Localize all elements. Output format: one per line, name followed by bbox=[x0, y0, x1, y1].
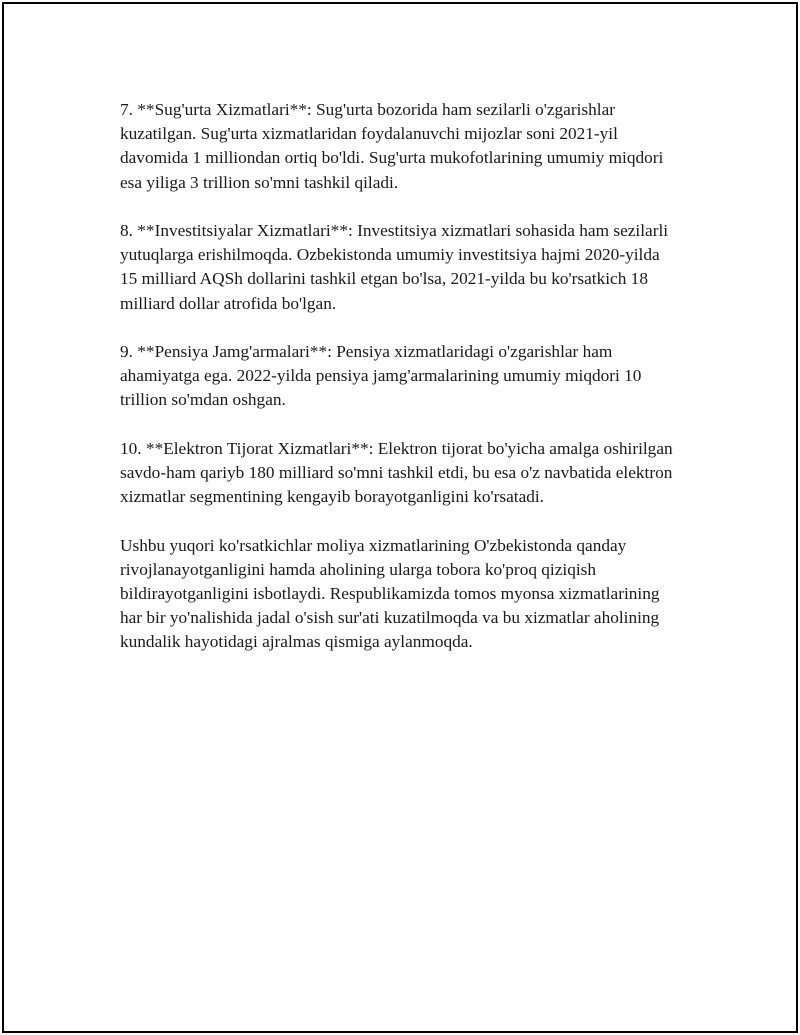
paragraph-insurance-services: 7. **Sug'urta Xizmatlari**: Sug'urta bozorida ham sezilarli o'zgarishlar kuzatilgan. Sug'urta xizmatlaridan foydalanuvchi mijozlar soni 2021-yil davomida 1 milliondan ortiq bo'ldi. Sug'urta mukofotlarining umumiy miqdori esa yiliga 3 trillion so'mni tashkil qiladi. bbox=[120, 100, 664, 192]
paragraph-pension-funds: 9. **Pensiya Jamg'armalari**: Pensiya xizmatlaridagi o'zgarishlar ham ahamiyatga ega. 2022-yilda pensiya jamg'armalarining umumiy miqdori 10 trillion so'mdan oshgan. bbox=[120, 342, 642, 410]
paragraph-ecommerce-services: 10. **Elektron Tijorat Xizmatlari**: Elektron tijorat bo'yicha amalga oshirilgan savdo-ham qariyb 180 milliard so'mni tashkil etdi, bu esa o'z navbatida elektron xizmatlar segmentining kengayib borayotganligini ko'rsatadi. bbox=[120, 438, 673, 507]
document-page bbox=[2, 2, 798, 1033]
paragraph-conclusion: Ushbu yuqori ko'rsatkichlar moliya xizmatlarining O'zbekistonda qanday rivojlanayotganligini hamda aholining ularga tobora ko'proq qiziqish bildirayotganligini isbotlaydi. Respublikamizda tomos myonsa xizmatlarining har bir yo'nalishida jadal o'sish sur'ati kuzatilmoqda va bu xizmatlar aholining kundalik hayotidagi ajralmas qismiga aylanmoqda. bbox=[120, 535, 660, 652]
paragraph-investment-services: 8. **Investitsiyalar Xizmatlari**: Investitsiya xizmatlari sohasida ham sezilarli yutuqlarga erishilmoqda. Ozbekistonda umumiy investitsiya hajmi 2020-yilda 15 milliard AQSh dollarini tashkil etgan bo'lsa, 2021-yilda bu ko'rsatkich 18 milliard dollar atrofida bo'lgan. bbox=[120, 221, 669, 313]
document-body bbox=[120, 98, 680, 679]
